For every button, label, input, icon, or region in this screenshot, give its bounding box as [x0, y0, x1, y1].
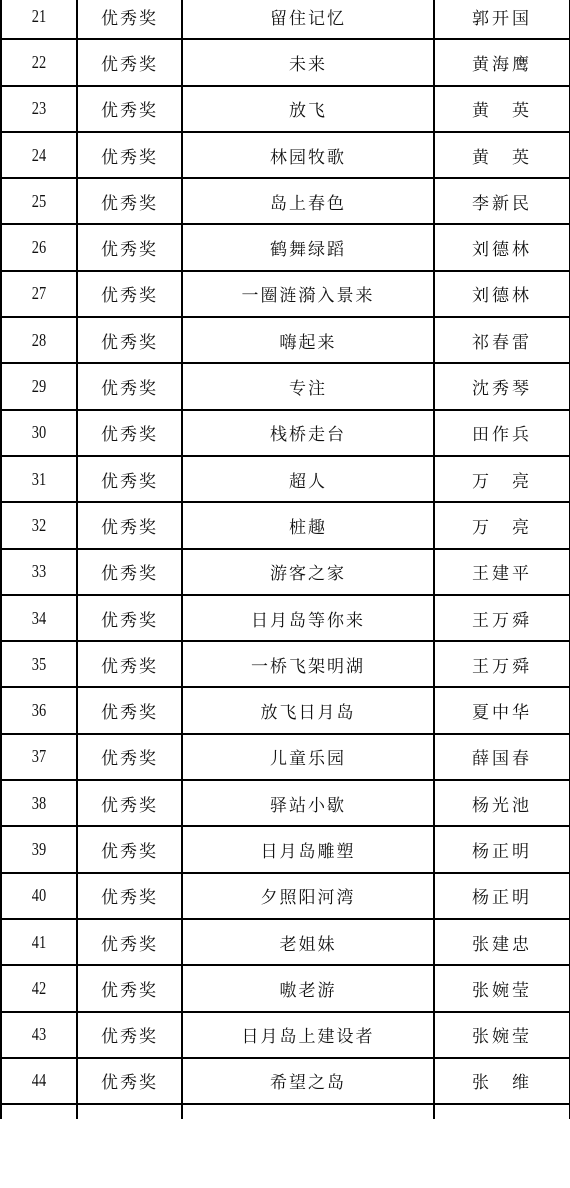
- table-row: [1, 363, 570, 409]
- table-row: [1, 780, 570, 826]
- row-number-cell: 43: [9, 1012, 70, 1058]
- award-cell: 优秀奖: [77, 178, 182, 224]
- title-cell: 鹤舞绿蹈: [182, 224, 434, 270]
- table-row: [1, 224, 570, 270]
- author-cell: 黄海鹰: [434, 39, 570, 85]
- author-cell: 杨正明: [434, 873, 570, 919]
- table-row: [1, 39, 570, 85]
- title-cell: 一桥飞架明湖: [182, 641, 434, 687]
- author-cell: 李新民: [434, 178, 570, 224]
- award-cell: 优秀奖: [77, 1058, 182, 1104]
- award-cell: 优秀奖: [77, 919, 182, 965]
- title-cell: 未来: [182, 39, 434, 85]
- table-row: [1, 1012, 570, 1058]
- award-cell: 优秀奖: [77, 873, 182, 919]
- author-cell: 薛国春: [434, 734, 570, 780]
- title-cell: 嗷老游: [182, 965, 434, 1011]
- table-row: [1, 178, 570, 224]
- title-cell: 放飞日月岛: [182, 687, 434, 733]
- empty-cell: [182, 1104, 434, 1119]
- row-number-cell: 21: [9, 0, 70, 39]
- row-number-cell: 44: [9, 1058, 70, 1104]
- award-table-body: [1, 0, 570, 1119]
- title-cell: 日月岛等你来: [182, 595, 434, 641]
- title-cell: 驿站小歇: [182, 780, 434, 826]
- author-cell: 王万舜: [434, 641, 570, 687]
- award-cell: 优秀奖: [77, 826, 182, 872]
- table-row: [1, 595, 570, 641]
- table-row: [1, 0, 570, 39]
- table-row: [1, 456, 570, 502]
- title-cell: 游客之家: [182, 549, 434, 595]
- award-cell: 优秀奖: [77, 0, 182, 39]
- title-cell: 日月岛上建设者: [182, 1012, 434, 1058]
- title-cell: 林园牧歌: [182, 132, 434, 178]
- award-cell: 优秀奖: [77, 641, 182, 687]
- title-cell: 希望之岛: [182, 1058, 434, 1104]
- row-number-cell: 22: [9, 39, 70, 85]
- table-row: [1, 502, 570, 548]
- title-cell: 夕照阳河湾: [182, 873, 434, 919]
- award-cell: 优秀奖: [77, 549, 182, 595]
- award-cell: 优秀奖: [77, 1012, 182, 1058]
- author-cell: 杨正明: [434, 826, 570, 872]
- award-cell: 优秀奖: [77, 965, 182, 1011]
- award-cell: 优秀奖: [77, 224, 182, 270]
- row-number-cell: 31: [9, 456, 70, 502]
- award-cell: 优秀奖: [77, 456, 182, 502]
- title-cell: 栈桥走台: [182, 410, 434, 456]
- author-cell: 黄 英: [434, 86, 570, 132]
- table-row: [1, 549, 570, 595]
- empty-cell: [434, 1104, 570, 1119]
- award-cell: 优秀奖: [77, 317, 182, 363]
- row-number-cell: 30: [9, 410, 70, 456]
- author-cell: 黄 英: [434, 132, 570, 178]
- table-row: [1, 1058, 570, 1104]
- table-row: [1, 317, 570, 363]
- table-row: [1, 410, 570, 456]
- table-row: [1, 271, 570, 317]
- table-row: [1, 919, 570, 965]
- title-cell: 留住记忆: [182, 0, 434, 39]
- row-number-cell: 32: [9, 502, 70, 548]
- row-number-cell: 37: [9, 734, 70, 780]
- title-cell: 一圈涟漪入景来: [182, 271, 434, 317]
- author-cell: 王建平: [434, 549, 570, 595]
- row-number-cell: 36: [9, 687, 70, 733]
- row-number-cell: 40: [9, 873, 70, 919]
- row-number-cell: 26: [9, 224, 70, 270]
- author-cell: 夏中华: [434, 687, 570, 733]
- row-number-cell: 38: [9, 780, 70, 826]
- author-cell: 刘德林: [434, 224, 570, 270]
- author-cell: 杨光池: [434, 780, 570, 826]
- table-row: [1, 86, 570, 132]
- award-cell: 优秀奖: [77, 271, 182, 317]
- title-cell: 桩趣: [182, 502, 434, 548]
- author-cell: 张婉莹: [434, 1012, 570, 1058]
- author-cell: 郭开国: [434, 0, 570, 39]
- award-cell: 优秀奖: [77, 39, 182, 85]
- award-cell: 优秀奖: [77, 502, 182, 548]
- author-cell: 沈秀琴: [434, 363, 570, 409]
- row-number-cell: 42: [9, 965, 70, 1011]
- author-cell: 万 亮: [434, 456, 570, 502]
- author-cell: 张 维: [434, 1058, 570, 1104]
- row-number-cell: 34: [9, 595, 70, 641]
- table-row: [1, 132, 570, 178]
- award-cell: 优秀奖: [77, 734, 182, 780]
- table-row: [1, 687, 570, 733]
- row-number-cell: 27: [9, 271, 70, 317]
- row-number-cell: 39: [9, 826, 70, 872]
- empty-cell: [1, 1104, 77, 1119]
- title-cell: 老姐妹: [182, 919, 434, 965]
- table-row: [1, 641, 570, 687]
- row-number-cell: 28: [9, 317, 70, 363]
- award-cell: 优秀奖: [77, 410, 182, 456]
- row-number-cell: 29: [9, 363, 70, 409]
- row-number-cell: 23: [9, 86, 70, 132]
- author-cell: 刘德林: [434, 271, 570, 317]
- table-row: [1, 873, 570, 919]
- row-number-cell: 35: [9, 641, 70, 687]
- title-cell: 专注: [182, 363, 434, 409]
- award-cell: 优秀奖: [77, 780, 182, 826]
- author-cell: 王万舜: [434, 595, 570, 641]
- award-cell: 优秀奖: [77, 687, 182, 733]
- empty-cell: [77, 1104, 182, 1119]
- award-cell: 优秀奖: [77, 595, 182, 641]
- award-cell: 优秀奖: [77, 132, 182, 178]
- award-cell: 优秀奖: [77, 86, 182, 132]
- row-number-cell: 25: [9, 178, 70, 224]
- author-cell: 田作兵: [434, 410, 570, 456]
- table-row: [1, 734, 570, 780]
- title-cell: 儿童乐园: [182, 734, 434, 780]
- row-number-cell: 24: [9, 132, 70, 178]
- title-cell: 嗨起来: [182, 317, 434, 363]
- title-cell: 岛上春色: [182, 178, 434, 224]
- row-number-cell: 33: [9, 549, 70, 595]
- author-cell: 万 亮: [434, 502, 570, 548]
- title-cell: 超人: [182, 456, 434, 502]
- table-row: [1, 826, 570, 872]
- table-row: [1, 965, 570, 1011]
- author-cell: 祁春雷: [434, 317, 570, 363]
- author-cell: 张建忠: [434, 919, 570, 965]
- table-row-partial: [1, 1104, 570, 1119]
- award-cell: 优秀奖: [77, 363, 182, 409]
- row-number-cell: 41: [9, 919, 70, 965]
- title-cell: 放飞: [182, 86, 434, 132]
- title-cell: 日月岛雕塑: [182, 826, 434, 872]
- author-cell: 张婉莹: [434, 965, 570, 1011]
